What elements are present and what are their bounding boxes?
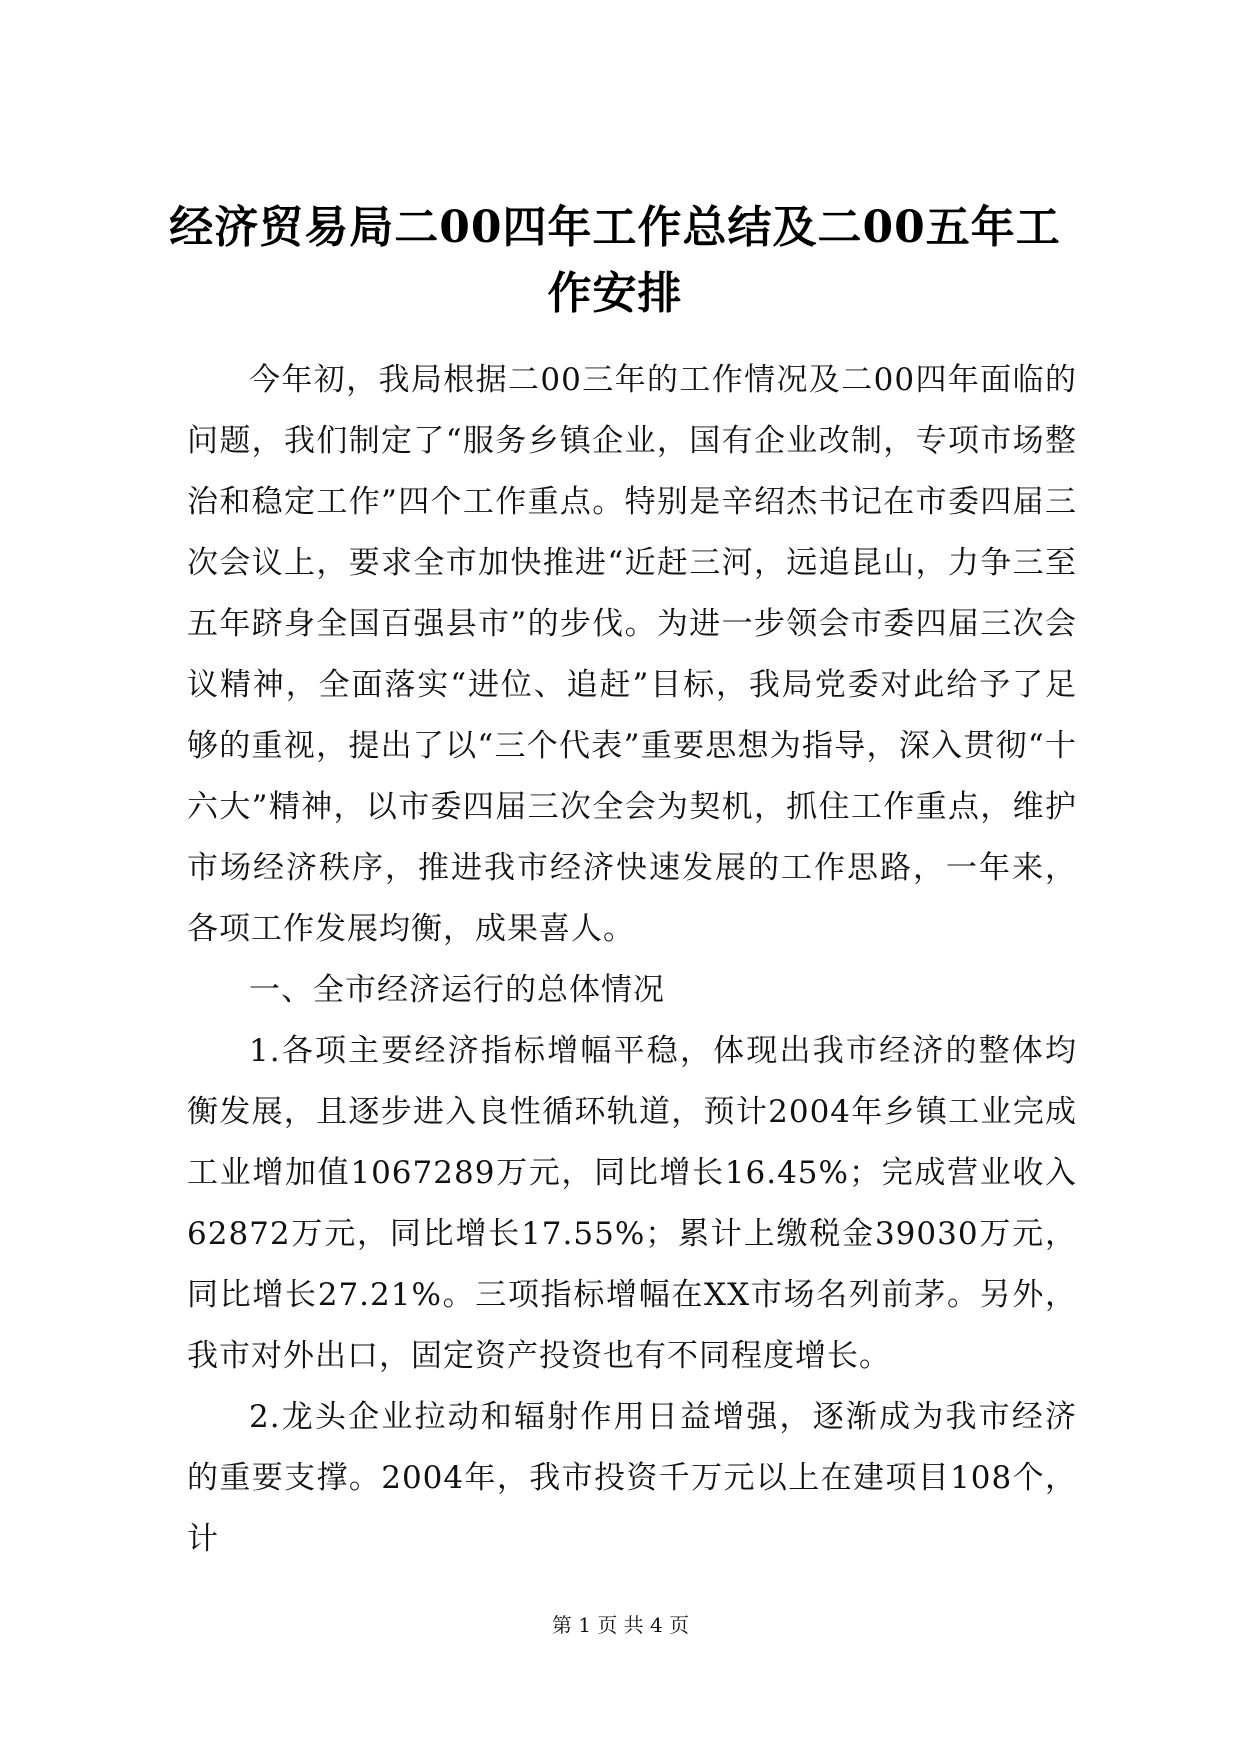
body-paragraph: 2.龙头企业拉动和辐射作用日益增强，逐渐成为我市经济的重要支撑。2004年，我市投资千万元以上在建项目108个，计 [187,1399,1077,1557]
body-paragraph: 1.各项主要经济指标增幅平稳，体现出我市经济的整体均衡发展，且逐步进入良性循环轨道，预计2004年乡镇工业完成工业增加值1067289万元，同比增长16.45%；完成营业收入62872万元，同比增长17.55%；累计上缴税金39030万元，同比增长27.21%。三项指标增幅在XX市场名列前茅。另外，我市对外出口，固定资产投资也有不同程度增长。 [187,1033,1077,1374]
page-number: 第 1 页 共 4 页 [551,1613,690,1637]
document-body [187,350,1077,1570]
section-heading: 一、全市经济运行的总体情况 [249,972,665,1008]
document-title: 经济贸易局二00四年工作总结及二00五年工作安排 [169,202,1061,319]
intro-paragraph: 今年初，我局根据二00三年的工作情况及二00四年面临的问题，我们制定了“服务乡镇企业，国有企业改制，专项市场整治和稳定工作”四个工作重点。特别是辛绍杰书记在市委四届三次会议上，要求全市加快推进“近赶三河，远追昆山，力争三至五年跻身全国百强县市”的步伐。为进一步领会市委四届三次会议精神，全面落实“进位、追赶”目标，我局党委对此给予了足够的重视，提出了以“三个代表”重要思想为指导，深入贯彻“十六大”精神，以市委四届三次全会为契机，抓住工作重点，维护市场经济秩序，推进我市经济快速发展的工作思路，一年来，各项工作发展均衡，成果喜人。 [187,362,1077,947]
